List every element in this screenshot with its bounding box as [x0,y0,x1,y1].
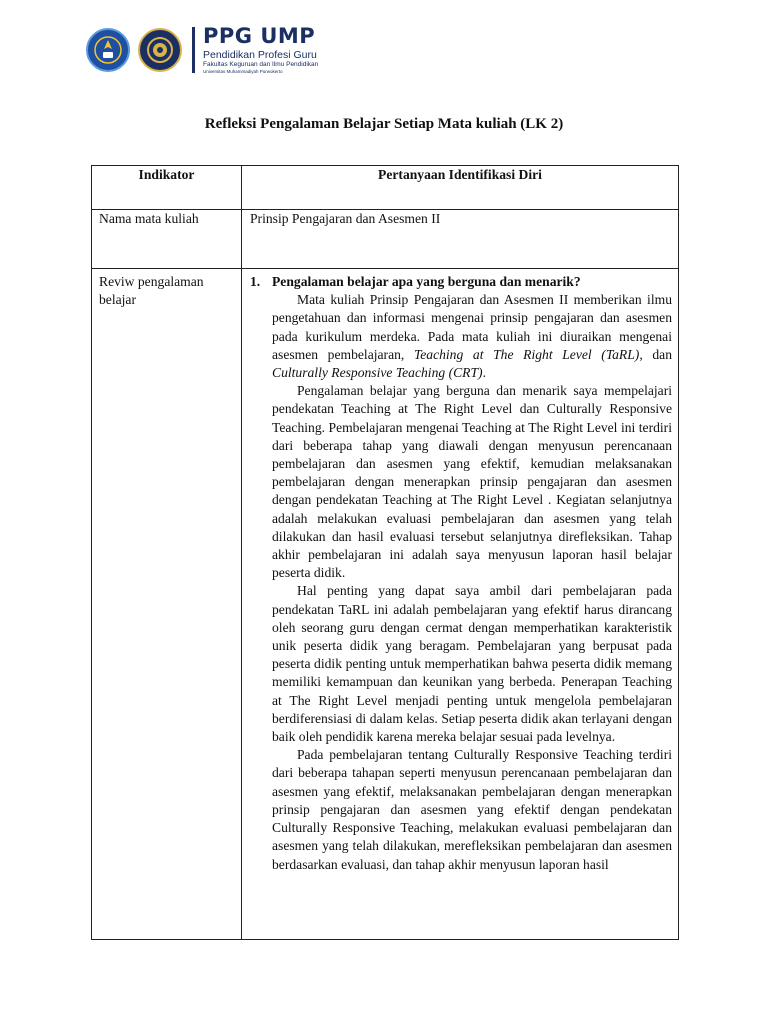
header-divider [192,27,195,73]
table-header-row [92,166,679,210]
table-row [92,269,679,940]
university-seal-logo [138,28,182,72]
paragraph-1-and: , dan [639,346,672,362]
review-content [242,269,679,940]
header-pertanyaan: Pertanyaan Identifikasi Diri [242,166,679,210]
question-text: Pengalaman belajar apa yang berguna dan menarik? [272,274,581,289]
review-label: Reviw pengalaman belajar [92,269,242,940]
course-label: Nama mata kuliah [92,210,242,269]
question-number: 1. [250,274,261,289]
page-header [86,24,318,76]
paragraph-1-tarl: Teaching at The Right Level (TaRL) [413,346,640,362]
brand-university: Universitas Muhammadiyah Purwokerto [203,68,283,74]
paragraph-1 [272,291,672,382]
tut-wuri-icon [93,35,123,65]
header-indikator: Indikator [92,166,242,210]
brand-faculty: Fakultas Keguruan dan Ilmu Pendidikan [203,61,319,69]
paragraph-1-crt: Culturally Responsive Teaching (CRT) [272,365,483,381]
brand-subtitle: Pendidikan Profesi Guru [203,48,317,61]
review-content-body [250,273,672,931]
course-value: Prinsip Pengajaran dan Asesmen II [242,210,679,269]
paragraph-1-end: . [482,365,486,381]
paragraph-3: Hal penting yang dapat saya ambil dari pembelajaran pada pendekatan TaRL ini adalah pembelajaran yang efektif harus dirancang oleh seorang guru dengan cermat dengan memperhatikan karakteristik unik peserta didik yang beragam. Pembelajaran yang berpusat pada peserta didik penting untuk memperhatikan bahwa peserta didik memang memiliki kemampuan dan keunikan yang berbeda. Penerapan Teaching at The Right Level menjadi penting untuk mengelola pembelajaran berdiferensiasi di dalam kelas. Setiap peserta didik akan terlayani dengan baik oleh pendidik karena mereka belajar sesuai pada levelnya. [272,583,672,745]
paragraph-2: Pengalaman belajar yang berguna dan menarik saya mempelajari pendekatan Teaching at The Right Level dan Culturally Responsive Teaching. Pembelajaran mengenai Teaching at The Right Level ini terdiri dari beberapa tahap yang diawali dengan menyusun perencanaan pembelajaran dan asesmen yang efektif, kemudian melaksanakan pembelajaran dengan menerapkan prinsip pengajaran dan asesmen dengan pendekatan Teaching at The Right Level . Kegiatan selanjutnya adalah melakukan evaluasi pembelajaran dan asesmen yang telah dilakukan dan hasil evaluasi tersebut selanjutnya direfleksikan. Tahap akhir pembelajaran ini adalah saya menyusun laporan hasil belajar peserta didik. [272,383,672,581]
kemdikbud-logo [86,28,130,72]
brand-title: PPG UMP [203,23,316,48]
paragraph-4: Pada pembelajaran tentang Culturally Responsive Teaching terdiri dari beberapa tahapan seperti menyusun perencanaan pembelajaran dan asesmen yang efektif, melaksanakan pembelajaran dengan menerapkan prinsip pengajaran dan asesmen yang efektif dengan pendekatan Culturally Responsive Teaching, melakukan evaluasi pembelajaran dan asesmen yang telah dilakukan, merefleksikan pembelajaran dan asesmen berdasarkan evaluasi, dan tahap akhir menyusun laporan hasil [272,747,672,872]
brand-block [203,23,319,75]
question-heading [250,273,672,291]
paragraph-1-text: Mata kuliah Prinsip Pengajaran dan Asesmen II memberikan ilmu pengetahuan dan informasi mengenai prinsip pengajaran dan asesmen pada kurikulum merdeka. Pada mata kuliah ini diuraikan mengenai asesmen pembelajaran, [272,292,672,362]
seal-icon [145,35,175,65]
reflection-table [91,165,679,940]
table-row [92,210,679,269]
document-title: Refleksi Pengalaman Belajar Setiap Mata kuliah (LK 2) [204,116,564,132]
